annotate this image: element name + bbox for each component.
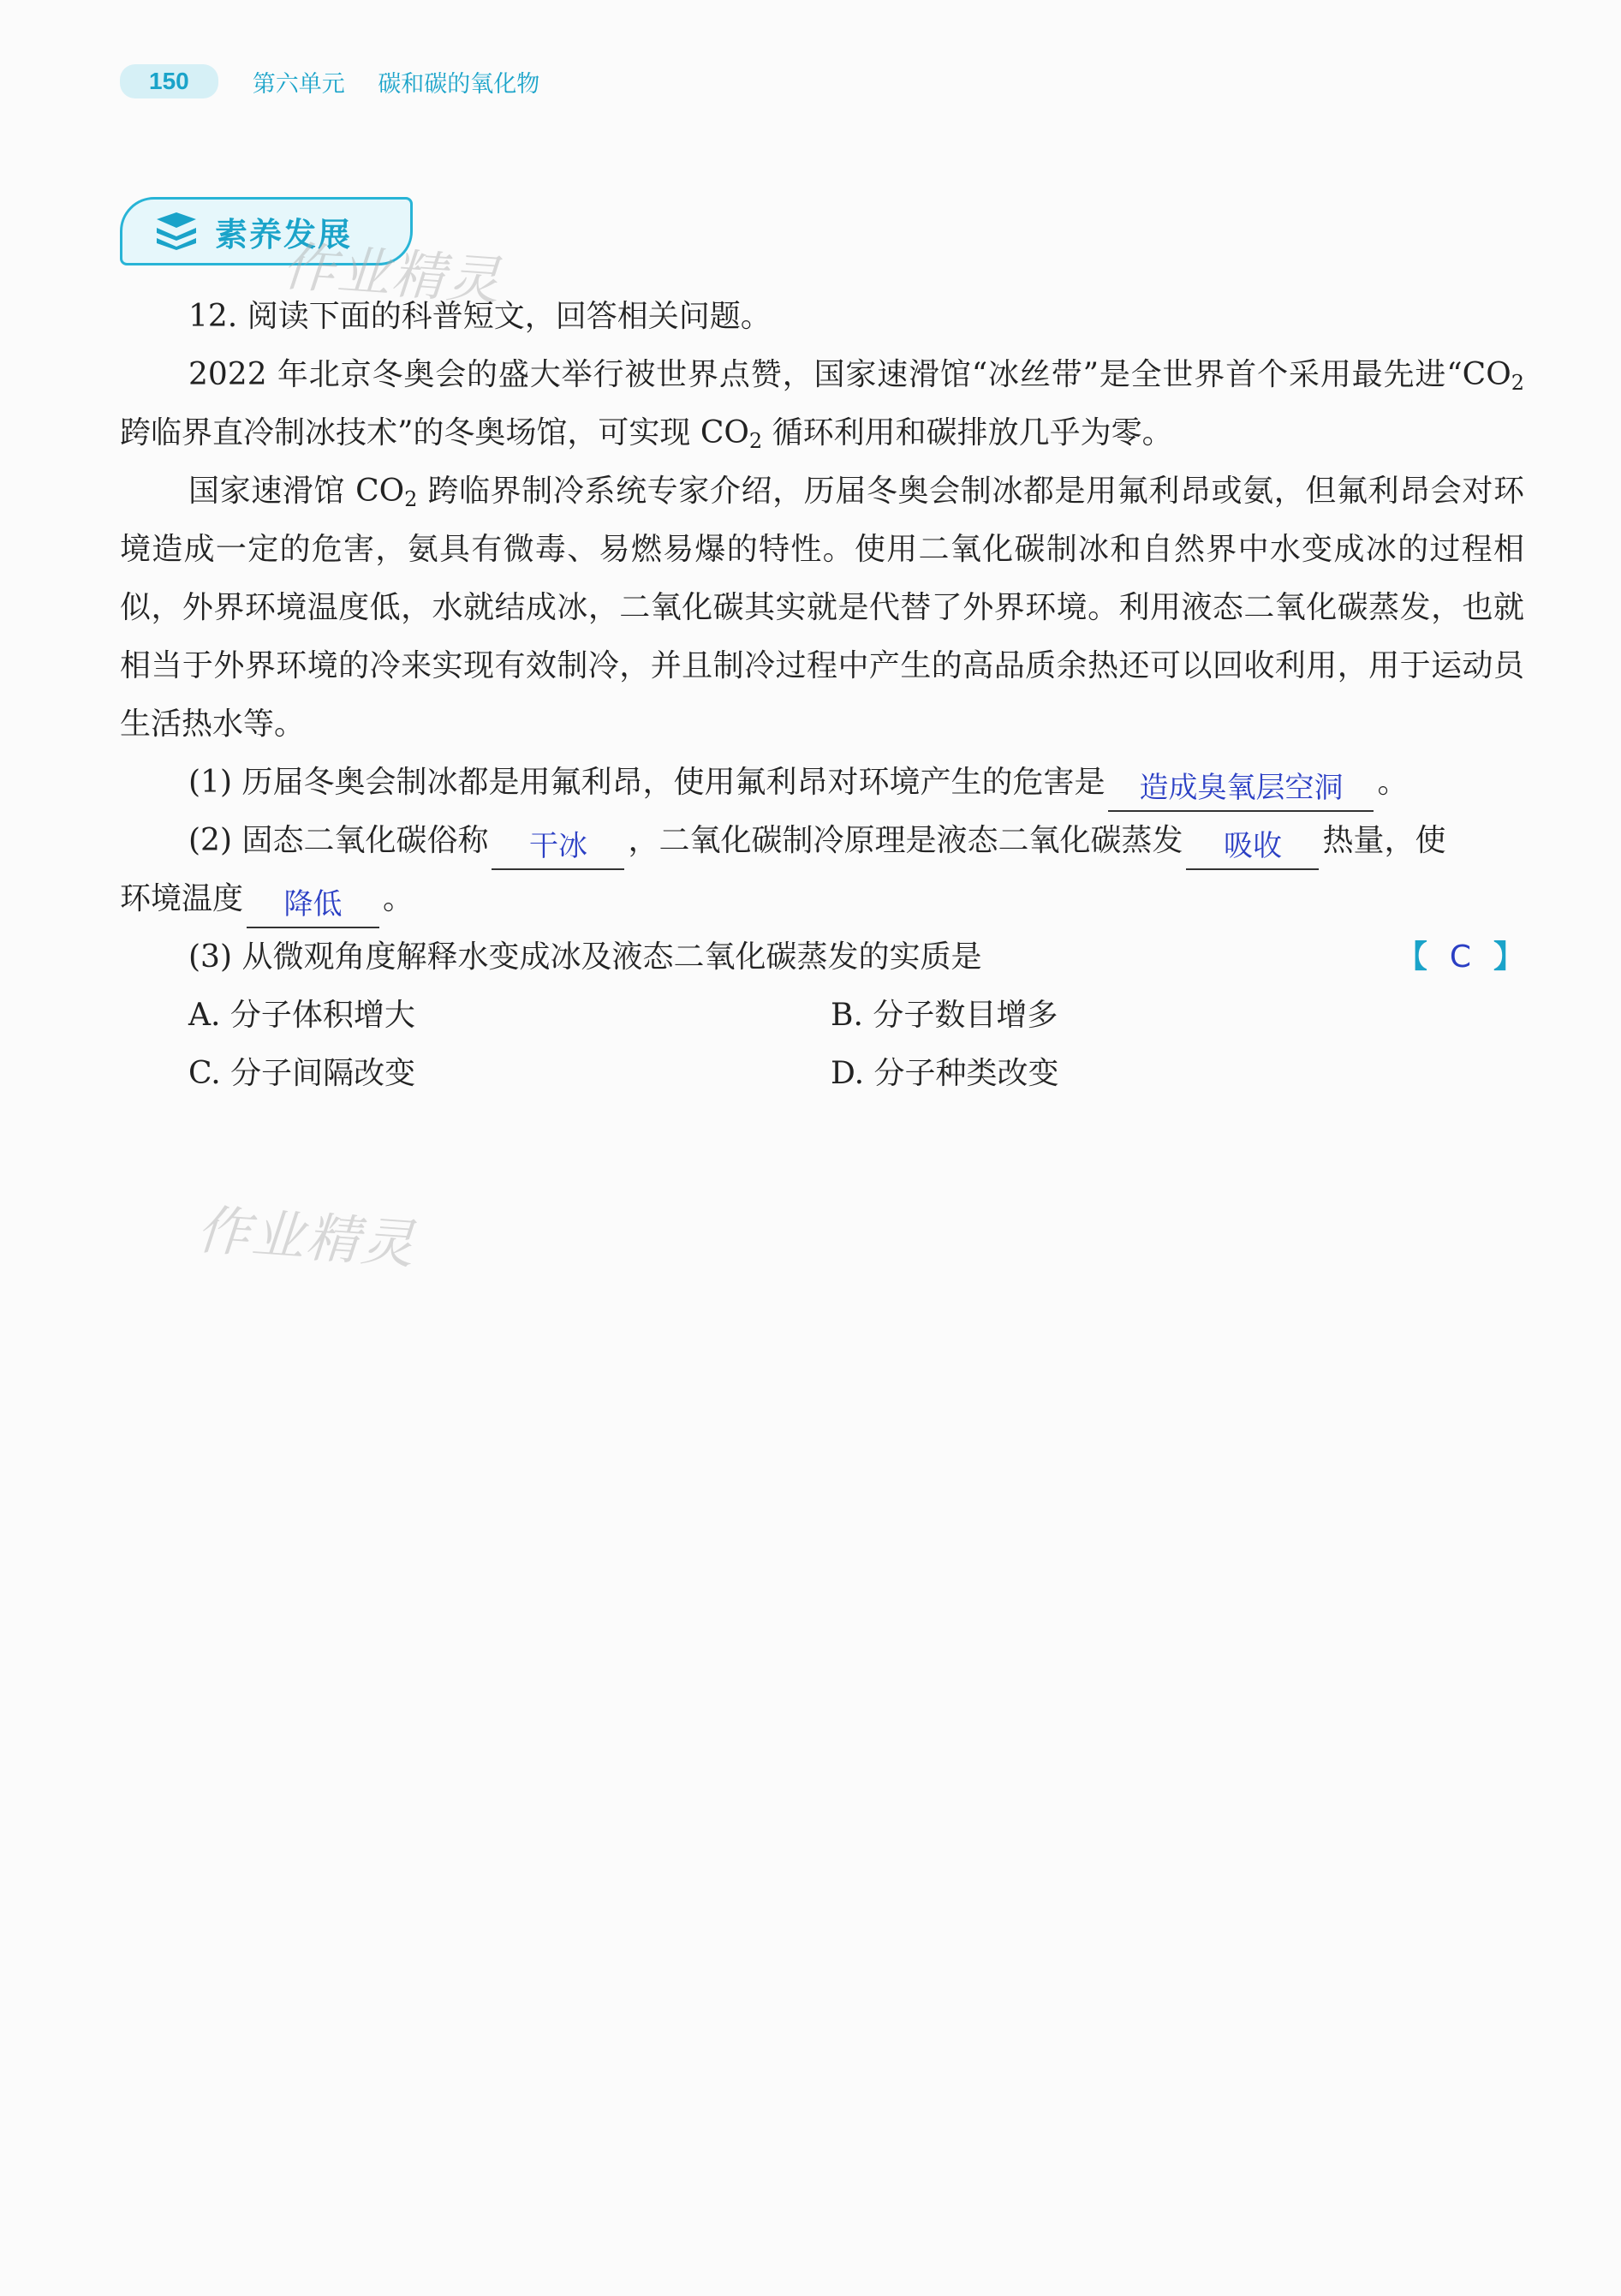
option-b: B. 分子数目增多 [831,998,1058,1033]
page-number: 150 [120,64,218,98]
sub-question-2-cont: 环境温度 降低 。 [120,870,1524,928]
header-title [253,65,566,98]
option-c: C. 分子间隔改变 [188,1056,416,1091]
choice-answer-box[interactable]: 【 C 】 [1396,939,1524,975]
chapter-label: 碳和碳的氧化物 [378,70,540,98]
sub-question-3: (3) 从微观角度解释水变成冰及液态二氧化碳蒸发的实质是 【 C 】 [120,928,1524,987]
answer-text: 造成臭氧层空洞 [1139,771,1344,805]
answer-text: 降低 [283,887,343,921]
sub-question-2: (2) 固态二氧化碳俗称 干冰 ，二氧化碳制冷原理是液态二氧化碳蒸发 吸收 热量，使 [120,812,1524,870]
answer-blank-2[interactable] [492,831,624,870]
passage-paragraph-2: 国家速滑馆 $CO_2$ 跨临界制冷系统专家介绍，历届冬奥会制冰都是用氟利昂或氨，但氟利昂会对环境造成一定的危害，氨具有微毒、易燃易爆的特性。使用二氧化碳制冰和自然界中水变成冰的过程相似，外界环境温度低，水就结成冰，二氧化碳其实就是代替了外界环境。利用液态二氧化碳蒸发，也就相当于外界环境的冷来实现有效制冷，并且制冷过程中产生的高品质余热还可以回收利用，用于运动员生活热水等。 [120,474,1524,742]
question-title: 12. 阅读下面的科普短文，回答相关问题。 [188,299,772,334]
sub-question-1: (1) 历届冬奥会制冰都是用氟利昂，使用氟利昂对环境产生的危害是 造成臭氧层空洞 。 [120,754,1524,812]
options-grid [120,987,1524,1103]
answer-text: 吸收 [1223,829,1282,863]
watermark: 作业精灵 [194,1198,418,1276]
question-content [120,288,1524,1103]
watermark: 作业精灵 [280,235,504,313]
section-title: 素养发展 [215,215,353,253]
answer-blank-4[interactable] [247,889,379,928]
answer-blank-1[interactable] [1108,772,1374,812]
option-d: D. 分子种类改变 [831,1056,1059,1091]
option-a: A. 分子体积增大 [188,998,415,1033]
books-icon [153,212,200,250]
unit-label: 第六单元 [252,70,345,98]
answer-text: 干冰 [528,829,587,863]
choice-answer: C [1449,939,1471,975]
answer-blank-3[interactable] [1186,831,1319,870]
page-header [120,60,565,103]
passage-paragraph-1: 2022 年北京冬奥会的盛大举行被世界点赞，国家速滑馆“冰丝带”是全世界首个采用最先进“$CO_2$ 跨临界直冷制冰技术”的冬奥场馆，可实现 $CO_2$ 循环利用和碳排放几乎为零。 [120,357,1524,453]
